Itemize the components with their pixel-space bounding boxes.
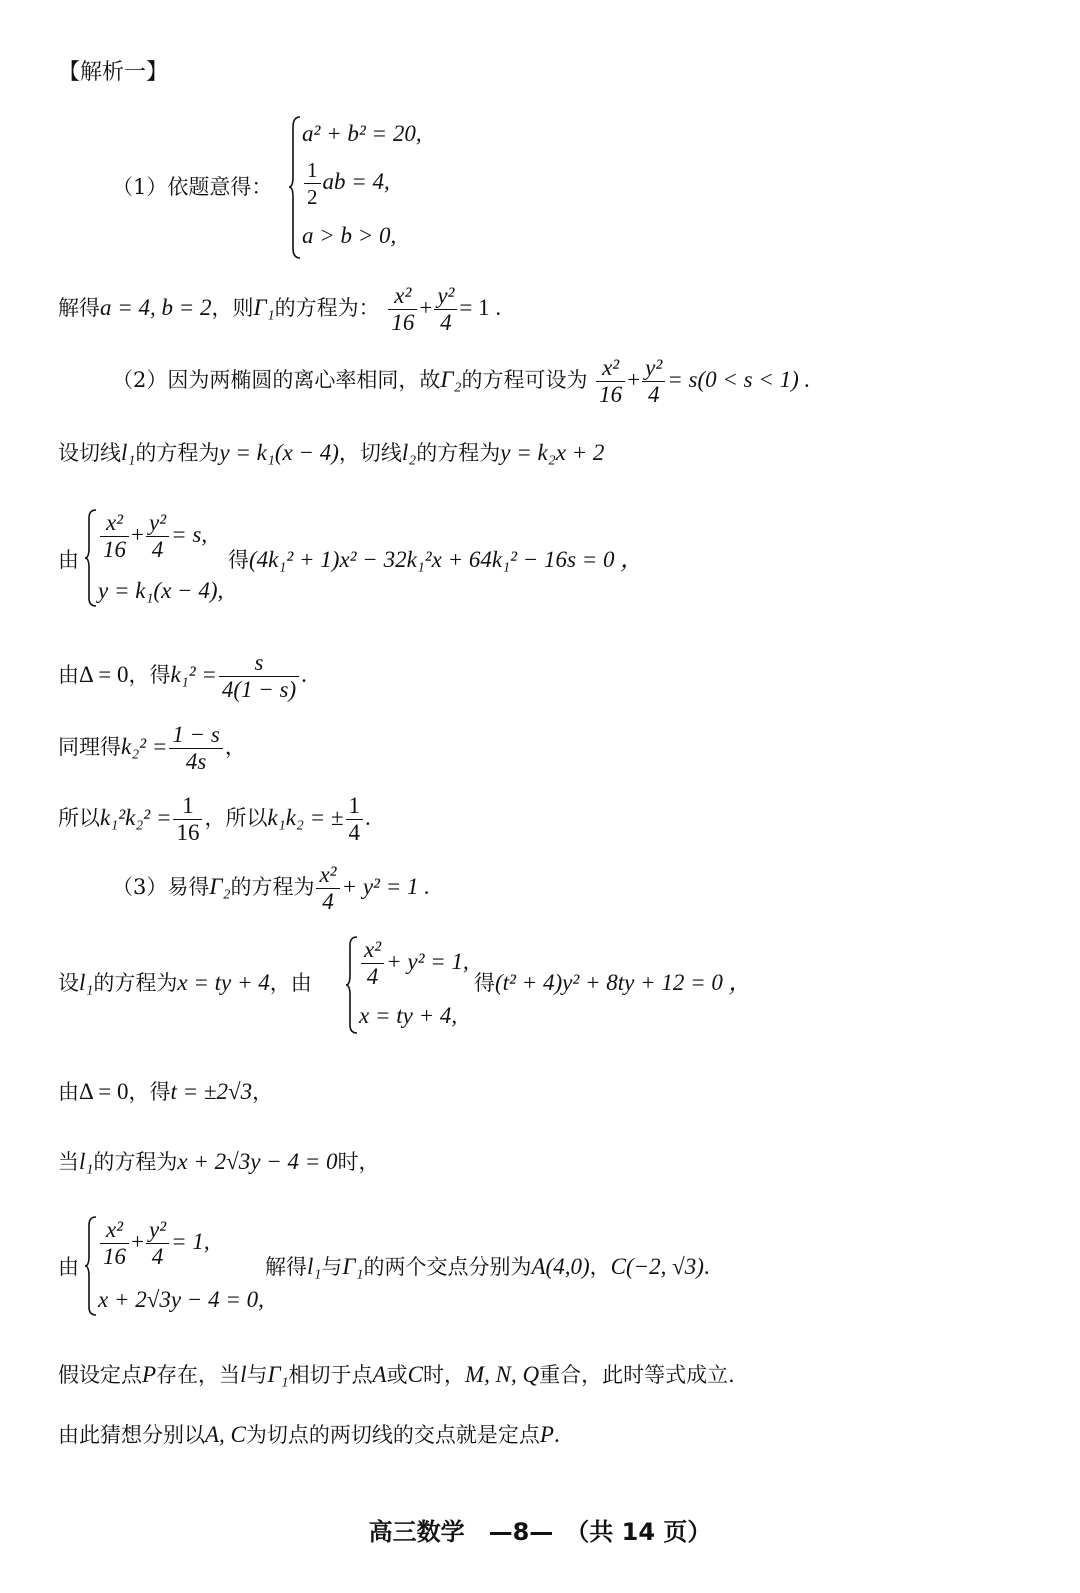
section-heading: 【解析一】 (58, 60, 169, 85)
system3-result: 解得l₁与Γ₁的两个交点分别为A(4,0)，C(−2, √3). (265, 1254, 710, 1279)
part3-line: （3）易得Γ₂的方程为 $\frac{\text{x²}}{4}$ + y² = 1 . (112, 862, 430, 914)
sothat-line: 所以k₁²k₂² = $\frac{1}{16}$ ，所以k₁k₂ = ± $\frac{1}{4}$ . (58, 793, 371, 845)
system2-line: 设l₁的方程为x = ty + 4，由 (58, 970, 312, 995)
delta1-line: 由Δ = 0，得k₁² = $\frac{s}{4(1 - s)}$ . (58, 650, 307, 702)
system3-prefix: 由 (58, 1255, 79, 1279)
assume-line: 假设定点P存在，当l与Γ₁相切于点A或C时，M, N, Q重合，此时等式成立. (58, 1362, 735, 1387)
part1-eq2: $\frac{1}{2}$ ab = 4, (302, 157, 390, 210)
part1-eq1: a² + b² = 20, (302, 121, 422, 146)
page-footer: 高三数学 —8— （共 14 页） (368, 1518, 712, 1546)
system2-eq1: $\frac{\text{x²}}{4}$ + y² = 1, (359, 937, 469, 990)
conclude-line: 由此猜想分别以A, C为切点的两切线的交点就是定点P. (58, 1422, 560, 1447)
system3 (84, 1215, 274, 1317)
system3-eq2: x + 2√3y − 4 = 0, (98, 1287, 264, 1312)
part2-line: （2）因为两椭圆的离心率相同，故Γ₂的方程可设为 $\frac{\text{x²}}{16}$ + $\frac{\text{y²}}{4}$ = s(0 < s < 1) . (112, 355, 811, 407)
part1-label: （1）依题意得： (112, 175, 273, 199)
tangent-line: 设切线l₁的方程为y = k₁(x − 4)，切线l₂的方程为y = k₂x + 2 (58, 440, 605, 465)
system2-eq2: x = ty + 4, (359, 1003, 458, 1028)
same-line: 同理得k₂² = $\frac{1 - s}{4s}$ ， (58, 722, 246, 774)
system2-result: 得(t² + 4)y² + 8ty + 12 = 0 ， (474, 970, 752, 995)
left-brace-icon (288, 115, 302, 260)
delta2-line: 由Δ = 0，得t = ±2√3， (58, 1079, 274, 1104)
system2 (345, 935, 475, 1035)
system1-result: 得(4k₁² + 1)x² − 32k₁²x + 64k₁² − 16s = 0 ， (228, 547, 644, 572)
left-brace-icon (84, 1215, 98, 1317)
system1-prefix: 由 (58, 548, 79, 572)
solve1-line: 解得a = 4, b = 2，则Γ₁的方程为： $\frac{\text{x²}}{16}$ + $\frac{\text{y²}}{4}$ = 1 . (58, 283, 502, 335)
left-brace-icon (345, 935, 359, 1035)
system1-eq1: $\frac{\text{x²}}{16}$ + $\frac{\text{y²}}{4}$ = s, (98, 510, 207, 563)
left-brace-icon (84, 508, 98, 608)
system1-eq2: y = k₁(x − 4), (98, 578, 224, 603)
part1-eq3: a > b > 0, (302, 223, 397, 248)
part1-system (288, 115, 488, 260)
system3-eq1: $\frac{\text{x²}}{16}$ + $\frac{\text{y²}}{4}$ = 1, (98, 1217, 210, 1270)
when-line: 当l₁的方程为x + 2√3y − 4 = 0时， (58, 1149, 380, 1174)
